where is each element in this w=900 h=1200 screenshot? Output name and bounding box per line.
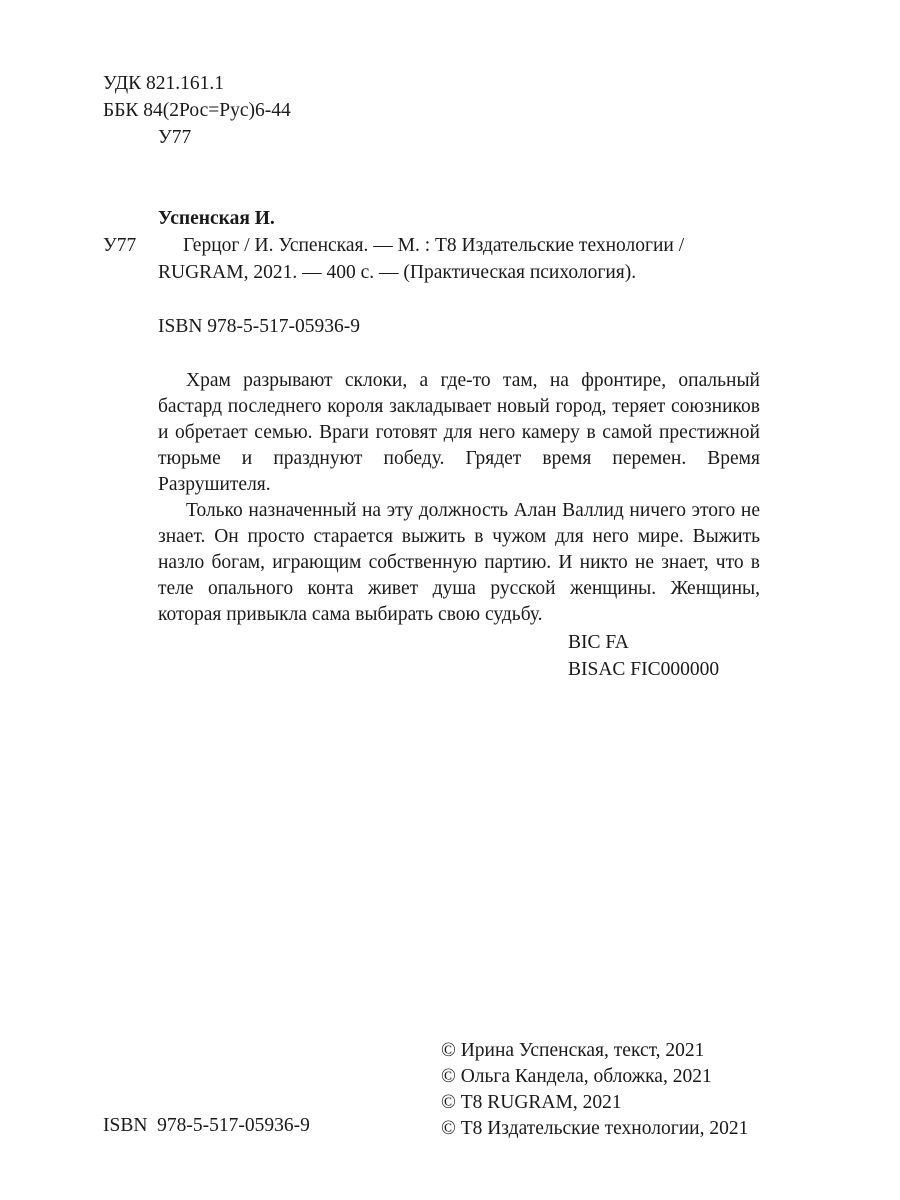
author-mark: У77 [158, 127, 192, 148]
author-name: Успенская И. [158, 208, 275, 229]
copyright-block [441, 1038, 748, 1142]
isbn-main: ISBN 978-5-517-05936-9 [158, 316, 361, 337]
udk-code: УДК 821.161.1 [103, 73, 225, 94]
isbn-footer: ISBN 978-5-517-05936-9 [103, 1115, 310, 1136]
annotation-paragraph-1: Храм разрывают склоки, а где-то там, на фронтире, опальный бастард последнего короля закладывает новый город, теряет союзников и обретает семью. Враги готовят для него камеру в самой престижной тюрьме и празднуют победу. Грядет время перемен. Время Разрушителя. [158, 370, 760, 495]
bibliographic-line-2: RUGRAM, 2021. — 400 с. — (Практическая психология). [158, 262, 637, 283]
copyright-rugram: © Т8 RUGRAM, 2021 [441, 1092, 622, 1113]
annotation-paragraph-2: Только назначенный на эту должность Алан Валлид ничего этого не знает. Он просто старается выжить в чужом для него мире. Выжить назло богам, играющим собственную партию. И никто не знает, что в теле опального конта живет душа русской женщины. Женщины, которая привыкла сама выбирать свою судьбу. [158, 500, 760, 625]
copyright-text: © Ирина Успенская, текст, 2021 [441, 1040, 705, 1061]
bisac-code: BISAC FIC000000 [568, 659, 720, 680]
bic-code: BIC FA [568, 632, 629, 653]
copyright-publisher: © Т8 Издательские технологии, 2021 [441, 1118, 749, 1139]
bibliographic-line-1: Герцог / И. Успенская. — М. : Т8 Издательские технологии / [183, 235, 685, 256]
bibliographic-mark: У77 [103, 235, 137, 256]
copyright-cover: © Ольга Кандела, обложка, 2021 [441, 1066, 712, 1087]
annotation [158, 368, 760, 628]
bbk-code: ББК 84(2Рос=Рус)6-44 [103, 100, 291, 121]
